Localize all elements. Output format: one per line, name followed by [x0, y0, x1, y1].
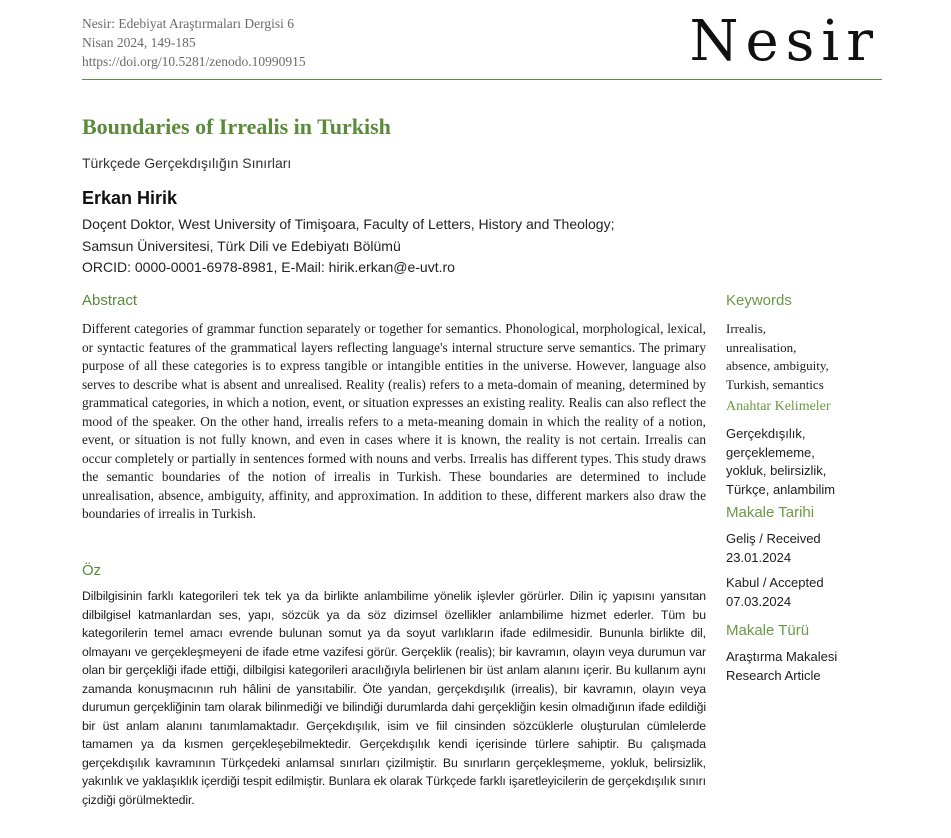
anahtar-heading: Anahtar Kelimeler — [726, 399, 831, 414]
article-type-block — [726, 648, 837, 685]
keywords-list — [726, 320, 829, 394]
journal-issue: Nisan 2024, 149-185 — [82, 35, 196, 50]
author-name: Erkan Hirik — [82, 188, 178, 208]
header-divider — [82, 79, 882, 80]
received-block — [726, 530, 821, 567]
oz-heading: Öz — [82, 562, 102, 579]
article-title: Boundaries of Irrealis in Turkish — [82, 114, 391, 139]
keyword-line: Irrealis, — [726, 321, 767, 336]
keyword-line: absence, ambiguity, — [726, 358, 829, 373]
anahtar-line: Gerçekdışılık, — [726, 426, 806, 441]
anahtar-line: Türkçe, anlambilim — [726, 481, 836, 497]
accepted-date: 07.03.2024 — [726, 593, 792, 609]
abstract-text: Different categories of grammar function separately or together for semantics. Phonological, morphological, lexical, or syntactic features of the grammatical layers reflecting language's internal structure serve semantics. The primary purpose of all these categories is to express tangible or intangible entities in the universe. However, language also serves to describe what is absent and unrealised. Reality (realis) refers to a meta-domain of meaning, determined by grammatical categories, in which a notion, event, or situation expresses an existing reality. Realis can also reflect the mood of the speaker. On the other hand, irrealis refers to a meta-meaning domain in which the reality of a notion, event, or situation is not fully known, and even in cases where it is known, the reality is not certain. Irrealis can occur completely or partially in sentences formed with nouns and verbs. Irrealis has different types. This study draws the semantic boundaries of the notion of irrealis in Turkish. These boundaries are determined to include unrealisation, absence, ambiguity, affinity, and approximation. In addition to these, different markers also draw the boundaries of irrealis in Turkish. — [82, 321, 706, 521]
journal-name: Nesir: Edebiyat Araştırmaları Dergisi 6 — [82, 16, 294, 31]
accepted-block — [726, 574, 824, 611]
keyword-line: unrealisation, — [726, 339, 797, 355]
makale-turu-heading: Makale Türü — [726, 622, 810, 639]
orcid-email-line: ORCID: 0000-0001-6978-8981, E-Mail: hirik.erkan@e-uvt.ro — [82, 259, 455, 275]
affiliation-line: Doçent Doktor, West University of Timişoara, Faculty of Letters, History and Theology; — [82, 216, 615, 232]
journal-logo: Nesir — [689, 9, 880, 74]
masthead — [82, 9, 882, 82]
author-affiliation — [82, 214, 614, 279]
anahtar-line: gerçeklememe, — [726, 444, 815, 460]
abstract-heading: Abstract — [82, 292, 138, 309]
oz-text: Dilbilgisinin farklı kategorileri tek tek ya da birlikte anlambilime yönelik işlevler görürler. Dilin iç yapısını yansıtan dilbilgisel katmanlardan ses, yapı, sözcük ya da söz dizimsel özellikler anlambilime hizmet ederler. Tüm bu kategorilerin temel amacı evrende bulunan somut ya da soyut varlıkların ifade edilmesidir. Bununla birlikte dil, olmayanı ve gerçekleşmeyeni de ifade etme vazifesi görür. Gerçeklik (realis); bir kavramın, olayın veya durumun var olan bir gerçekliği ifade ettiği, dilbilgisi kategorileri aracılığıyla belirlenen bir üst anlam alanını içerir. Bu kullanım aynı zamanda konuşmacının ruh hâlini de yansıtabilir. Öte yandan, gerçekdışılık (irrealis), bir kavramın, olayın veya durumun gerçekliğinin tam olarak bilinmediği ve bilindiği durumlarda dahi gerçekliğin kesin olmadığının ifade edildiği bir üst anlam alanını tanımlamaktadır. Gerçekdışılık, isim ve fiil cinsinden sözcüklerle oluşturulan cümlelerde tamamen ya da kısmen gerçekleşebilmektedir. Gerçekdışılık kendi içerisinde türlere sahiptir. Bu çalışmada gerçekdışılık kavramının Türkçedeki anlamsal sınırları çizilmiştir. Bu sınırların gerçekleşmeme, yokluk, belirsizlik, yakınlık ve yaklaşıklık içerdiği tespit edilmiştir. Bunlara ek olarak Türkçede farklı işaretleyicilerin de gerçekdışılık sınırı çizdiği görülmektedir. — [82, 589, 706, 807]
journal-doi-link[interactable]: https://doi.org/10.5281/zenodo.10990915 — [82, 54, 306, 69]
journal-info — [82, 14, 306, 71]
anahtar-line: yokluk, belirsizlik, — [726, 463, 827, 478]
keywords-heading: Keywords — [726, 292, 792, 309]
received-date: 23.01.2024 — [726, 549, 792, 565]
article-type-tr: Araştırma Makalesi — [726, 649, 838, 664]
article-type-en: Research Article — [726, 667, 821, 683]
keyword-line: Turkish, semantics — [726, 376, 824, 392]
makale-tarihi-heading: Makale Tarihi — [726, 504, 815, 521]
article-subtitle: Türkçede Gerçekdışılığın Sınırları — [82, 155, 292, 171]
anahtar-list — [726, 425, 835, 499]
received-label: Geliş / Received — [726, 531, 821, 546]
affiliation-line: Samsun Üniversitesi, Türk Dili ve Edebiyatı Bölümü — [82, 237, 401, 254]
accepted-label: Kabul / Accepted — [726, 575, 824, 590]
